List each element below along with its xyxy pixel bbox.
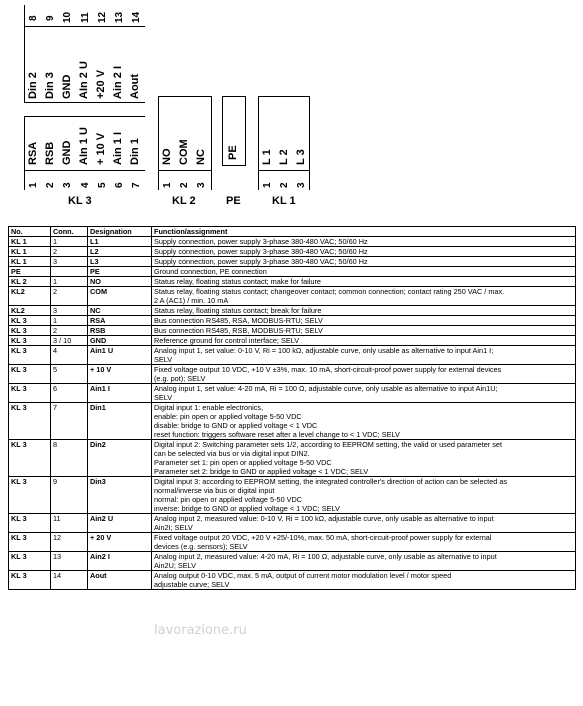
cell-conn: 2: [51, 326, 88, 336]
cell-designation: PE: [88, 267, 152, 277]
cell-designation: Ain1 U: [88, 346, 152, 365]
kl1-block-name: KL 1: [272, 195, 296, 207]
cell-function: Analog output 0-10 VDC, max. 5 mA, output of current motor modulation level / motor speed adjustable curve; SELV: [152, 571, 576, 590]
cell-function: Status relay, floating status contact; break for failure: [152, 306, 576, 316]
cell-no: KL 3: [9, 477, 51, 514]
cell-conn: 2: [51, 287, 88, 306]
pe-block-name: PE: [226, 195, 241, 207]
cell-no: KL2: [9, 287, 51, 306]
cell-function: Ground connection, PE connection: [152, 267, 576, 277]
kl1-label-l3: L 3: [295, 149, 307, 165]
kl3-terminal-1-number: 1: [28, 182, 39, 188]
kl2-terminal-3-number: 3: [196, 182, 207, 188]
table-row: [9, 326, 576, 336]
cell-function: Analog input 2, measured value: 4-20 mA, Ri = 100 Ω, adjustable curve, only usable as alternative to input Ain2U; SELV: [152, 552, 576, 571]
cell-designation: RSA: [88, 316, 152, 326]
cell-function: Status relay, floating status contact; make for failure: [152, 277, 576, 287]
kl2-right-edge: [211, 96, 212, 190]
cell-conn: 3: [51, 306, 88, 316]
kl2-label-com: COM: [178, 139, 190, 165]
cell-function: Digital input 1: enable electronics, enable: pin open or applied voltage 5-50 VDC disable: bridge to GND or applied voltage < 1 VDC reset function: triggers software reset after a level change to < 1 VDC; SELV: [152, 403, 576, 440]
kl1-terminal-3-number: 3: [296, 182, 307, 188]
cell-no: KL 3: [9, 326, 51, 336]
table-row: [9, 514, 576, 533]
table-row: [9, 571, 576, 590]
cell-conn: 13: [51, 552, 88, 571]
cell-designation: + 10 V: [88, 365, 152, 384]
kl3-label-din2: Din 2: [27, 72, 39, 99]
cell-designation: RSB: [88, 326, 152, 336]
terminal-diagram: [0, 0, 583, 215]
cell-conn: [51, 267, 88, 277]
kl3-terminal-7-number: 7: [131, 182, 142, 188]
cell-conn: 2: [51, 247, 88, 257]
kl3-lower-left-edge: [24, 116, 25, 190]
table-row: [9, 346, 576, 365]
kl3-terminal-8-number: 8: [28, 15, 39, 21]
cell-no: KL 1: [9, 247, 51, 257]
pe-right-edge: [245, 96, 246, 165]
kl2-divider: [158, 170, 212, 171]
cell-designation: NC: [88, 306, 152, 316]
watermark: lavorazione.ru: [154, 623, 247, 638]
cell-no: KL 3: [9, 571, 51, 590]
table-row: [9, 267, 576, 277]
cell-function: Fixed voltage output 10 VDC, +10 V ±3%, max. 10 mA, short-circuit-proof power supply for external devices (e.g. pot); SELV: [152, 365, 576, 384]
cell-no: KL 3: [9, 384, 51, 403]
cell-conn: 11: [51, 514, 88, 533]
kl3-terminal-6-number: 6: [114, 182, 125, 188]
table-row: [9, 477, 576, 514]
kl3-terminal-12-number: 12: [97, 11, 108, 23]
cell-designation: Din3: [88, 477, 152, 514]
cell-no: KL 3: [9, 365, 51, 384]
kl3-label-din3: Din 3: [44, 72, 56, 99]
cell-designation: L1: [88, 237, 152, 247]
cell-no: PE: [9, 267, 51, 277]
header-conn: Conn.: [51, 227, 88, 237]
header-function: Function/assignment: [152, 227, 576, 237]
kl3-terminal-3-number: 3: [62, 182, 73, 188]
cell-conn: 5: [51, 365, 88, 384]
pe-left-edge: [222, 96, 223, 165]
cell-no: KL 1: [9, 237, 51, 247]
cell-designation: L3: [88, 257, 152, 267]
kl3-upper-divider: [24, 26, 145, 27]
cell-designation: Din2: [88, 440, 152, 477]
table-row: [9, 316, 576, 326]
kl1-right-edge: [309, 96, 310, 190]
header-no: No.: [9, 227, 51, 237]
table-row: [9, 277, 576, 287]
kl1-divider: [258, 170, 310, 171]
cell-function: Analog input 1, set value: 0-10 V, Ri = 100 kΩ, adjustable curve, only usable as alternative to input Ain1 I; SELV: [152, 346, 576, 365]
kl1-left-edge: [258, 96, 259, 190]
kl3-label-din1: Din 1: [129, 138, 141, 165]
connection-table: [8, 226, 576, 590]
cell-no: KL 1: [9, 257, 51, 267]
cell-conn: 12: [51, 533, 88, 552]
table-row: [9, 336, 576, 346]
cell-no: KL 3: [9, 514, 51, 533]
kl3-label-10v: + 10 V: [95, 132, 107, 165]
cell-conn: 1: [51, 316, 88, 326]
cell-designation: Ain2 I: [88, 552, 152, 571]
table-row: [9, 533, 576, 552]
cell-conn: 1: [51, 277, 88, 287]
kl1-terminal-1-number: 1: [262, 182, 273, 188]
kl3-label-aout: Aout: [129, 73, 141, 99]
kl2-left-edge: [158, 96, 159, 190]
cell-function: Status relay, floating status contact; changeover contact; common connection; contact rating 250 VAC / max. 2 A (AC1) / min. 10 mA: [152, 287, 576, 306]
kl3-terminal-11-number: 11: [80, 12, 91, 23]
cell-function: Digital input 2: Switching parameter sets 1/2, according to EEPROM setting, the valid or used parameter set can be selected via bus or via digital input DIN2. Parameter set 1: pin open or applied voltage 5-50 VDC Parameter set 2: bridge to GND or applied voltage < 1 VDC; SELV: [152, 440, 576, 477]
kl3-terminal-2-number: 2: [45, 182, 56, 188]
kl3-lower-divider: [24, 170, 145, 171]
cell-designation: L2: [88, 247, 152, 257]
table-row: [9, 306, 576, 316]
cell-conn: 6: [51, 384, 88, 403]
cell-designation: NO: [88, 277, 152, 287]
pe-top-edge: [222, 96, 246, 97]
cell-designation: Ain1 I: [88, 384, 152, 403]
cell-no: KL 3: [9, 336, 51, 346]
cell-no: KL 3: [9, 403, 51, 440]
kl3-label-20v: +20 V: [95, 69, 107, 99]
kl3-terminal-13-number: 13: [114, 11, 125, 23]
kl3-terminal-14-number: 14: [131, 11, 142, 23]
cell-conn: 14: [51, 571, 88, 590]
cell-designation: Aout: [88, 571, 152, 590]
cell-designation: Ain2 U: [88, 514, 152, 533]
kl3-terminal-4-number: 4: [80, 182, 91, 188]
cell-function: Digital input 3: according to EEPROM setting, the integrated controller's direction of action can be selected as normal/inverse via bus or digital input normal: pin open or applied voltage 5-50 VDC inverse: bridge to GND or applied voltage < 1 VDC; SELV: [152, 477, 576, 514]
cell-conn: 7: [51, 403, 88, 440]
cell-function: Supply connection, power supply 3-phase 380-480 VAC; 50/60 Hz: [152, 257, 576, 267]
cell-no: KL 3: [9, 316, 51, 326]
kl3-label-rsa: RSA: [27, 141, 39, 165]
cell-designation: Din1: [88, 403, 152, 440]
table-row: [9, 237, 576, 247]
kl2-block-name: KL 2: [172, 195, 196, 207]
kl3-label-ain2u: AIn 2 U: [78, 61, 90, 99]
kl2-top-edge: [158, 96, 212, 97]
kl3-label-gnd-lower: GND: [61, 140, 73, 165]
kl3-terminal-9-number: 9: [45, 15, 56, 21]
cell-function: Fixed voltage output 20 VDC, +20 V +25/-10%, max. 50 mA, short-circuit-proof power supply for external devices (e.g. sensors); SELV: [152, 533, 576, 552]
cell-function: Bus connection RS485, RSA, MODBUS-RTU; SELV: [152, 316, 576, 326]
cell-function: Bus connection RS485, RSB, MODBUS-RTU; SELV: [152, 326, 576, 336]
cell-function: Analog input 1, set value: 4-20 mA, Ri = 100 Ω, adjustable curve, only usable as alternative to input Ain1U; SELV: [152, 384, 576, 403]
table-header-row: [9, 227, 576, 237]
cell-designation: + 20 V: [88, 533, 152, 552]
table-row: [9, 247, 576, 257]
kl3-label-gnd-upper: GND: [61, 74, 73, 99]
cell-no: KL 3: [9, 440, 51, 477]
cell-designation: COM: [88, 287, 152, 306]
header-designation: Designation: [88, 227, 152, 237]
kl3-upper-bottom-edge: [24, 102, 145, 103]
cell-no: KL2: [9, 306, 51, 316]
cell-function: Supply connection, power supply 3-phase 380-480 VAC; 50/60 Hz: [152, 247, 576, 257]
cell-conn: 9: [51, 477, 88, 514]
kl1-label-l2: L 2: [278, 149, 290, 165]
table-row: [9, 287, 576, 306]
kl3-label-ain1u: AIn 1 U: [78, 127, 90, 165]
cell-function: Supply connection, power supply 3-phase 380-480 VAC; 50/60 Hz: [152, 237, 576, 247]
cell-no: KL 3: [9, 533, 51, 552]
cell-conn: 3 / 10: [51, 336, 88, 346]
kl1-top-edge: [258, 96, 310, 97]
kl3-label-rsb: RSB: [44, 141, 56, 165]
cell-no: KL 3: [9, 552, 51, 571]
cell-designation: GND: [88, 336, 152, 346]
table-row: [9, 365, 576, 384]
cell-function: Reference ground for control interface; SELV: [152, 336, 576, 346]
kl3-lower-top-edge: [24, 116, 145, 117]
kl3-terminal-5-number: 5: [97, 182, 108, 188]
table-row: [9, 440, 576, 477]
kl1-terminal-2-number: 2: [279, 182, 290, 188]
kl2-label-no: NO: [161, 148, 173, 165]
kl3-block-name: KL 3: [68, 195, 92, 207]
kl2-label-nc: NC: [195, 149, 207, 165]
kl2-terminal-1-number: 1: [162, 182, 173, 188]
kl3-label-ain2i: Ain 2 I: [112, 65, 124, 99]
pe-terminal-label: PE: [227, 145, 239, 160]
pe-bottom-edge: [222, 165, 246, 166]
cell-function: Analog input 2, measured value: 0-10 V, Ri = 100 kΩ, adjustable curve, only usable as alternative to input Ain2I; SELV: [152, 514, 576, 533]
cell-conn: 3: [51, 257, 88, 267]
cell-no: KL 3: [9, 346, 51, 365]
kl3-upper-left-edge: [24, 5, 25, 102]
table-row: [9, 384, 576, 403]
table-row: [9, 552, 576, 571]
cell-conn: 4: [51, 346, 88, 365]
cell-no: KL 2: [9, 277, 51, 287]
table-row: [9, 403, 576, 440]
table-row: [9, 257, 576, 267]
kl2-terminal-2-number: 2: [179, 182, 190, 188]
cell-conn: 8: [51, 440, 88, 477]
kl3-terminal-10-number: 10: [62, 11, 73, 23]
kl1-label-l1: L 1: [261, 149, 273, 165]
kl3-label-ain1i: Ain 1 I: [112, 131, 124, 165]
cell-conn: 1: [51, 237, 88, 247]
